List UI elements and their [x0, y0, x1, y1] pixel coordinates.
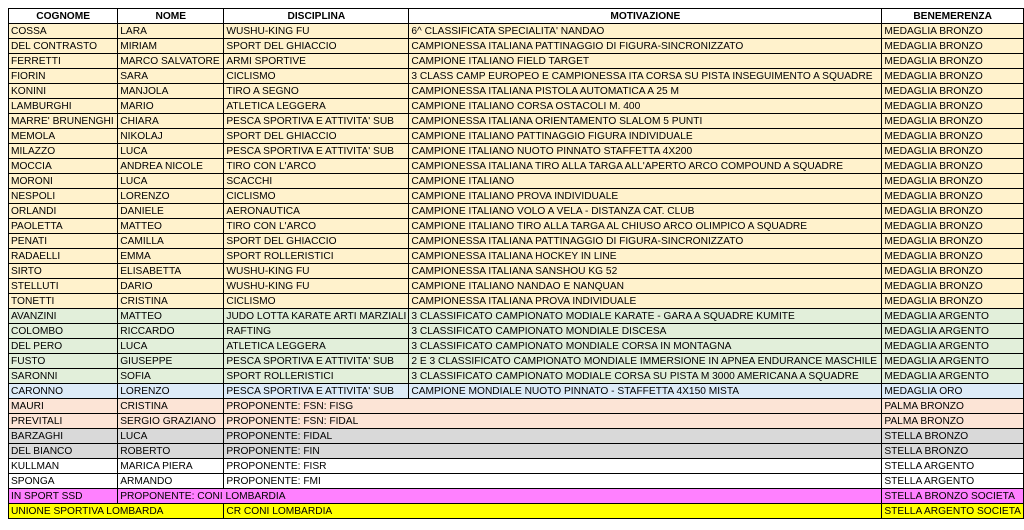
- cell-cognome: MOCCIA: [9, 159, 118, 174]
- cell-disciplina: SCACCHI: [224, 174, 409, 189]
- cell-disciplina: WUSHU-KING FU: [224, 24, 409, 39]
- cell-cognome: ORLANDI: [9, 204, 118, 219]
- table-row: [9, 69, 1024, 84]
- cell-cognome: IN SPORT SSD: [9, 489, 118, 504]
- cell-motivazione: CAMPIONESSA ITALIANA PATTINAGGIO DI FIGURA-SINCRONIZZATO: [409, 234, 882, 249]
- cell-motivazione: CAMPIONESSA ITALIANA ORIENTAMENTO SLALOM 5 PUNTI: [409, 114, 882, 129]
- cell-nome: DANIELE: [118, 204, 224, 219]
- cell-nome: MIRIAM: [118, 39, 224, 54]
- cell-motivazione: 3 CLASSIFICATO CAMPIONATO MODIALE CORSA SU PISTA M 3000 AMERICANA A SQUADRE: [409, 369, 882, 384]
- cell-cognome: FUSTO: [9, 354, 118, 369]
- cell-disciplina: SPORT DEL GHIACCIO: [224, 129, 409, 144]
- cell-cognome: KULLMAN: [9, 459, 118, 474]
- header-cognome: COGNOME: [9, 9, 118, 24]
- cell-disciplina: CICLISMO: [224, 189, 409, 204]
- table-row: [9, 174, 1024, 189]
- cell-disciplina: CR CONI LOMBARDIA: [224, 504, 882, 519]
- cell-cognome: FIORIN: [9, 69, 118, 84]
- cell-cognome: MAURI: [9, 399, 118, 414]
- cell-disciplina: PROPONENTE: FISR: [224, 459, 882, 474]
- cell-motivazione: CAMPIONE ITALIANO: [409, 174, 882, 189]
- cell-nome: MANJOLA: [118, 84, 224, 99]
- table-row: [9, 234, 1024, 249]
- table-row: [9, 459, 1024, 474]
- cell-cognome: UNIONE SPORTIVA LOMBARDA: [9, 504, 224, 519]
- table-row: [9, 369, 1024, 384]
- cell-cognome: MORONI: [9, 174, 118, 189]
- cell-nome: LARA: [118, 24, 224, 39]
- cell-disciplina: SPORT ROLLERISTICI: [224, 369, 409, 384]
- cell-motivazione: CAMPIONE MONDIALE NUOTO PINNATO - STAFFETTA 4X150 MISTA: [409, 384, 882, 399]
- cell-motivazione: CAMPIONE ITALIANO NUOTO PINNATO STAFFETTA 4X200: [409, 144, 882, 159]
- cell-motivazione: 3 CLASSIFICATO CAMPIONATO MONDIALE DISCESA: [409, 324, 882, 339]
- table-row: [9, 324, 1024, 339]
- cell-nome: ANDREA NICOLE: [118, 159, 224, 174]
- cell-disciplina: WUSHU-KING FU: [224, 264, 409, 279]
- cell-benemerenza: MEDAGLIA BRONZO: [882, 69, 1024, 84]
- cell-nome: EMMA: [118, 249, 224, 264]
- awards-table: [8, 8, 1024, 519]
- cell-benemerenza: MEDAGLIA ORO: [882, 384, 1024, 399]
- cell-cognome: CARONNO: [9, 384, 118, 399]
- cell-disciplina: ATLETICA LEGGERA: [224, 99, 409, 114]
- cell-benemerenza: MEDAGLIA BRONZO: [882, 99, 1024, 114]
- cell-disciplina: AERONAUTICA: [224, 204, 409, 219]
- cell-motivazione: CAMPIONESSA ITALIANA SANSHOU KG 52: [409, 264, 882, 279]
- cell-disciplina: PROPONENTE: FSN: FISG: [224, 399, 882, 414]
- table-row: [9, 129, 1024, 144]
- cell-nome: RICCARDO: [118, 324, 224, 339]
- cell-cognome: MILAZZO: [9, 144, 118, 159]
- cell-benemerenza: MEDAGLIA ARGENTO: [882, 309, 1024, 324]
- cell-cognome: DEL CONTRASTO: [9, 39, 118, 54]
- cell-benemerenza: MEDAGLIA ARGENTO: [882, 354, 1024, 369]
- cell-motivazione: CAMPIONESSA ITALIANA TIRO ALLA TARGA ALL'APERTO ARCO COMPOUND A SQUADRE: [409, 159, 882, 174]
- cell-benemerenza: MEDAGLIA BRONZO: [882, 114, 1024, 129]
- cell-disciplina: WUSHU-KING FU: [224, 279, 409, 294]
- cell-benemerenza: MEDAGLIA BRONZO: [882, 219, 1024, 234]
- cell-disciplina: ATLETICA LEGGERA: [224, 339, 409, 354]
- cell-benemerenza: MEDAGLIA BRONZO: [882, 249, 1024, 264]
- cell-nome: MARICA PIERA: [118, 459, 224, 474]
- header-benemerenza: BENEMERENZA: [882, 9, 1024, 24]
- cell-cognome: DEL BIANCO: [9, 444, 118, 459]
- table-row: [9, 144, 1024, 159]
- table-row: [9, 489, 1024, 504]
- cell-cognome: LAMBURGHI: [9, 99, 118, 114]
- cell-benemerenza: STELLA BRONZO SOCIETA: [882, 489, 1024, 504]
- cell-benemerenza: PALMA BRONZO: [882, 399, 1024, 414]
- cell-cognome: MARRE' BRUNENGHI: [9, 114, 118, 129]
- cell-disciplina: PROPONENTE: FMI: [224, 474, 882, 489]
- cell-motivazione: CAMPIONE ITALIANO TIRO ALLA TARGA AL CHIUSO ARCO OLIMPICO A SQUADRE: [409, 219, 882, 234]
- cell-disciplina: SPORT DEL GHIACCIO: [224, 39, 409, 54]
- cell-benemerenza: MEDAGLIA BRONZO: [882, 174, 1024, 189]
- cell-cognome: SPONGA: [9, 474, 118, 489]
- cell-cognome: PREVITALI: [9, 414, 118, 429]
- cell-benemerenza: MEDAGLIA BRONZO: [882, 129, 1024, 144]
- table-row: [9, 54, 1024, 69]
- cell-motivazione: 6^ CLASSIFICATA SPECIALITA' NANDAO: [409, 24, 882, 39]
- cell-motivazione: 3 CLASS CAMP EUROPEO E CAMPIONESSA ITA CORSA SU PISTA INSEGUIMENTO A SQUADRE: [409, 69, 882, 84]
- cell-disciplina: TIRO A SEGNO: [224, 84, 409, 99]
- table-row: [9, 399, 1024, 414]
- cell-benemerenza: MEDAGLIA BRONZO: [882, 279, 1024, 294]
- cell-benemerenza: MEDAGLIA BRONZO: [882, 39, 1024, 54]
- header-motivazione: MOTIVAZIONE: [409, 9, 882, 24]
- cell-motivazione: CAMPIONE ITALIANO NANDAO E NANQUAN: [409, 279, 882, 294]
- cell-cognome: RADAELLI: [9, 249, 118, 264]
- cell-cognome: TONETTI: [9, 294, 118, 309]
- table-row: [9, 264, 1024, 279]
- cell-nome: LUCA: [118, 174, 224, 189]
- cell-disciplina: PESCA SPORTIVA E ATTIVITA' SUB: [224, 354, 409, 369]
- cell-nome: CRISTINA: [118, 294, 224, 309]
- cell-benemerenza: MEDAGLIA BRONZO: [882, 264, 1024, 279]
- cell-nome: SOFIA: [118, 369, 224, 384]
- cell-nome: SARA: [118, 69, 224, 84]
- cell-motivazione: CAMPIONESSA ITALIANA PATTINAGGIO DI FIGURA-SINCRONIZZATO: [409, 39, 882, 54]
- cell-nome: ELISABETTA: [118, 264, 224, 279]
- table-row: [9, 99, 1024, 114]
- table-row: [9, 204, 1024, 219]
- cell-nome: SERGIO GRAZIANO: [118, 414, 224, 429]
- cell-benemerenza: MEDAGLIA BRONZO: [882, 144, 1024, 159]
- header-disciplina: DISCIPLINA: [224, 9, 409, 24]
- cell-disciplina: CICLISMO: [224, 69, 409, 84]
- cell-cognome: SIRTO: [9, 264, 118, 279]
- cell-benemerenza: MEDAGLIA ARGENTO: [882, 369, 1024, 384]
- cell-nome: ARMANDO: [118, 474, 224, 489]
- cell-cognome: COSSA: [9, 24, 118, 39]
- cell-motivazione: CAMPIONESSA ITALIANA PISTOLA AUTOMATICA A 25 M: [409, 84, 882, 99]
- table-row: [9, 24, 1024, 39]
- cell-cognome: AVANZINI: [9, 309, 118, 324]
- cell-nome: LUCA: [118, 339, 224, 354]
- cell-cognome: COLOMBO: [9, 324, 118, 339]
- cell-benemerenza: STELLA ARGENTO: [882, 474, 1024, 489]
- awards-table-container: [8, 8, 1024, 519]
- cell-disciplina: JUDO LOTTA KARATE ARTI MARZIALI: [224, 309, 409, 324]
- cell-disciplina: PESCA SPORTIVA E ATTIVITA' SUB: [224, 384, 409, 399]
- cell-nome: DARIO: [118, 279, 224, 294]
- cell-cognome: PENATI: [9, 234, 118, 249]
- cell-nome: LUCA: [118, 144, 224, 159]
- cell-nome: MATTEO: [118, 309, 224, 324]
- table-row: [9, 114, 1024, 129]
- cell-motivazione: 3 CLASSIFICATO CAMPIONATO MODIALE KARATE - GARA A SQUADRE KUMITE: [409, 309, 882, 324]
- cell-benemerenza: STELLA BRONZO: [882, 429, 1024, 444]
- table-row: [9, 414, 1024, 429]
- cell-disciplina: SPORT ROLLERISTICI: [224, 249, 409, 264]
- cell-benemerenza: STELLA BRONZO: [882, 444, 1024, 459]
- table-row: [9, 294, 1024, 309]
- cell-cognome: NESPOLI: [9, 189, 118, 204]
- table-row: [9, 429, 1024, 444]
- cell-motivazione: 2 E 3 CLASSIFICATO CAMPIONATO MONDIALE IMMERSIONE IN APNEA ENDURANCE MASCHILE: [409, 354, 882, 369]
- cell-motivazione: CAMPIONESSA ITALIANA PROVA INDIVIDUALE: [409, 294, 882, 309]
- table-row: [9, 384, 1024, 399]
- cell-motivazione: CAMPIONE ITALIANO PROVA INDIVIDUALE: [409, 189, 882, 204]
- cell-motivazione: 3 CLASSIFICATO CAMPIONATO MONDIALE CORSA IN MONTAGNA: [409, 339, 882, 354]
- cell-disciplina: RAFTING: [224, 324, 409, 339]
- cell-cognome: PAOLETTA: [9, 219, 118, 234]
- cell-nome: MATTEO: [118, 219, 224, 234]
- cell-disciplina: PROPONENTE: FSN: FIDAL: [224, 414, 882, 429]
- table-row: [9, 279, 1024, 294]
- table-row: [9, 249, 1024, 264]
- cell-motivazione: CAMPIONE ITALIANO FIELD TARGET: [409, 54, 882, 69]
- table-row: [9, 444, 1024, 459]
- cell-disciplina: PESCA SPORTIVA E ATTIVITA' SUB: [224, 144, 409, 159]
- cell-motivazione: CAMPIONESSA ITALIANA HOCKEY IN LINE: [409, 249, 882, 264]
- table-row: [9, 474, 1024, 489]
- cell-cognome: STELLUTI: [9, 279, 118, 294]
- cell-cognome: FERRETTI: [9, 54, 118, 69]
- cell-disciplina: TIRO CON L'ARCO: [224, 159, 409, 174]
- table-row: [9, 159, 1024, 174]
- table-row: [9, 354, 1024, 369]
- cell-disciplina: ARMI SPORTIVE: [224, 54, 409, 69]
- cell-benemerenza: MEDAGLIA ARGENTO: [882, 339, 1024, 354]
- cell-nome: MARIO: [118, 99, 224, 114]
- cell-cognome: SARONNI: [9, 369, 118, 384]
- cell-benemerenza: MEDAGLIA BRONZO: [882, 84, 1024, 99]
- cell-benemerenza: MEDAGLIA BRONZO: [882, 159, 1024, 174]
- table-row: [9, 504, 1024, 519]
- cell-cognome: DEL PERO: [9, 339, 118, 354]
- cell-benemerenza: STELLA ARGENTO SOCIETA: [882, 504, 1024, 519]
- cell-cognome: KONINI: [9, 84, 118, 99]
- cell-benemerenza: MEDAGLIA BRONZO: [882, 189, 1024, 204]
- cell-nome: CHIARA: [118, 114, 224, 129]
- cell-benemerenza: MEDAGLIA BRONZO: [882, 204, 1024, 219]
- cell-disciplina: PROPONENTE: FIDAL: [224, 429, 882, 444]
- table-row: [9, 189, 1024, 204]
- cell-nome: PROPONENTE: CONI LOMBARDIA: [118, 489, 882, 504]
- cell-disciplina: PESCA SPORTIVA E ATTIVITA' SUB: [224, 114, 409, 129]
- cell-nome: GIUSEPPE: [118, 354, 224, 369]
- cell-cognome: MEMOLA: [9, 129, 118, 144]
- cell-disciplina: CICLISMO: [224, 294, 409, 309]
- header-nome: NOME: [118, 9, 224, 24]
- header-row: [9, 9, 1024, 24]
- table-row: [9, 339, 1024, 354]
- cell-motivazione: CAMPIONE ITALIANO VOLO A VELA - DISTANZA CAT. CLUB: [409, 204, 882, 219]
- cell-disciplina: PROPONENTE: FIN: [224, 444, 882, 459]
- table-body: [9, 24, 1024, 519]
- cell-nome: CRISTINA: [118, 399, 224, 414]
- cell-nome: ROBERTO: [118, 444, 224, 459]
- cell-nome: LORENZO: [118, 189, 224, 204]
- table-row: [9, 309, 1024, 324]
- cell-motivazione: CAMPIONE ITALIANO CORSA OSTACOLI M. 400: [409, 99, 882, 114]
- cell-motivazione: CAMPIONE ITALIANO PATTINAGGIO FIGURA INDIVIDUALE: [409, 129, 882, 144]
- cell-disciplina: TIRO CON L'ARCO: [224, 219, 409, 234]
- cell-benemerenza: MEDAGLIA BRONZO: [882, 24, 1024, 39]
- cell-nome: LUCA: [118, 429, 224, 444]
- cell-benemerenza: MEDAGLIA ARGENTO: [882, 324, 1024, 339]
- table-row: [9, 219, 1024, 234]
- table-row: [9, 39, 1024, 54]
- cell-benemerenza: PALMA BRONZO: [882, 414, 1024, 429]
- cell-nome: CAMILLA: [118, 234, 224, 249]
- cell-nome: LORENZO: [118, 384, 224, 399]
- cell-disciplina: SPORT DEL GHIACCIO: [224, 234, 409, 249]
- cell-benemerenza: MEDAGLIA BRONZO: [882, 54, 1024, 69]
- table-row: [9, 84, 1024, 99]
- cell-benemerenza: MEDAGLIA BRONZO: [882, 294, 1024, 309]
- cell-nome: MARCO SALVATORE: [118, 54, 224, 69]
- cell-benemerenza: MEDAGLIA BRONZO: [882, 234, 1024, 249]
- cell-cognome: BARZAGHI: [9, 429, 118, 444]
- cell-nome: NIKOLAJ: [118, 129, 224, 144]
- cell-benemerenza: STELLA ARGENTO: [882, 459, 1024, 474]
